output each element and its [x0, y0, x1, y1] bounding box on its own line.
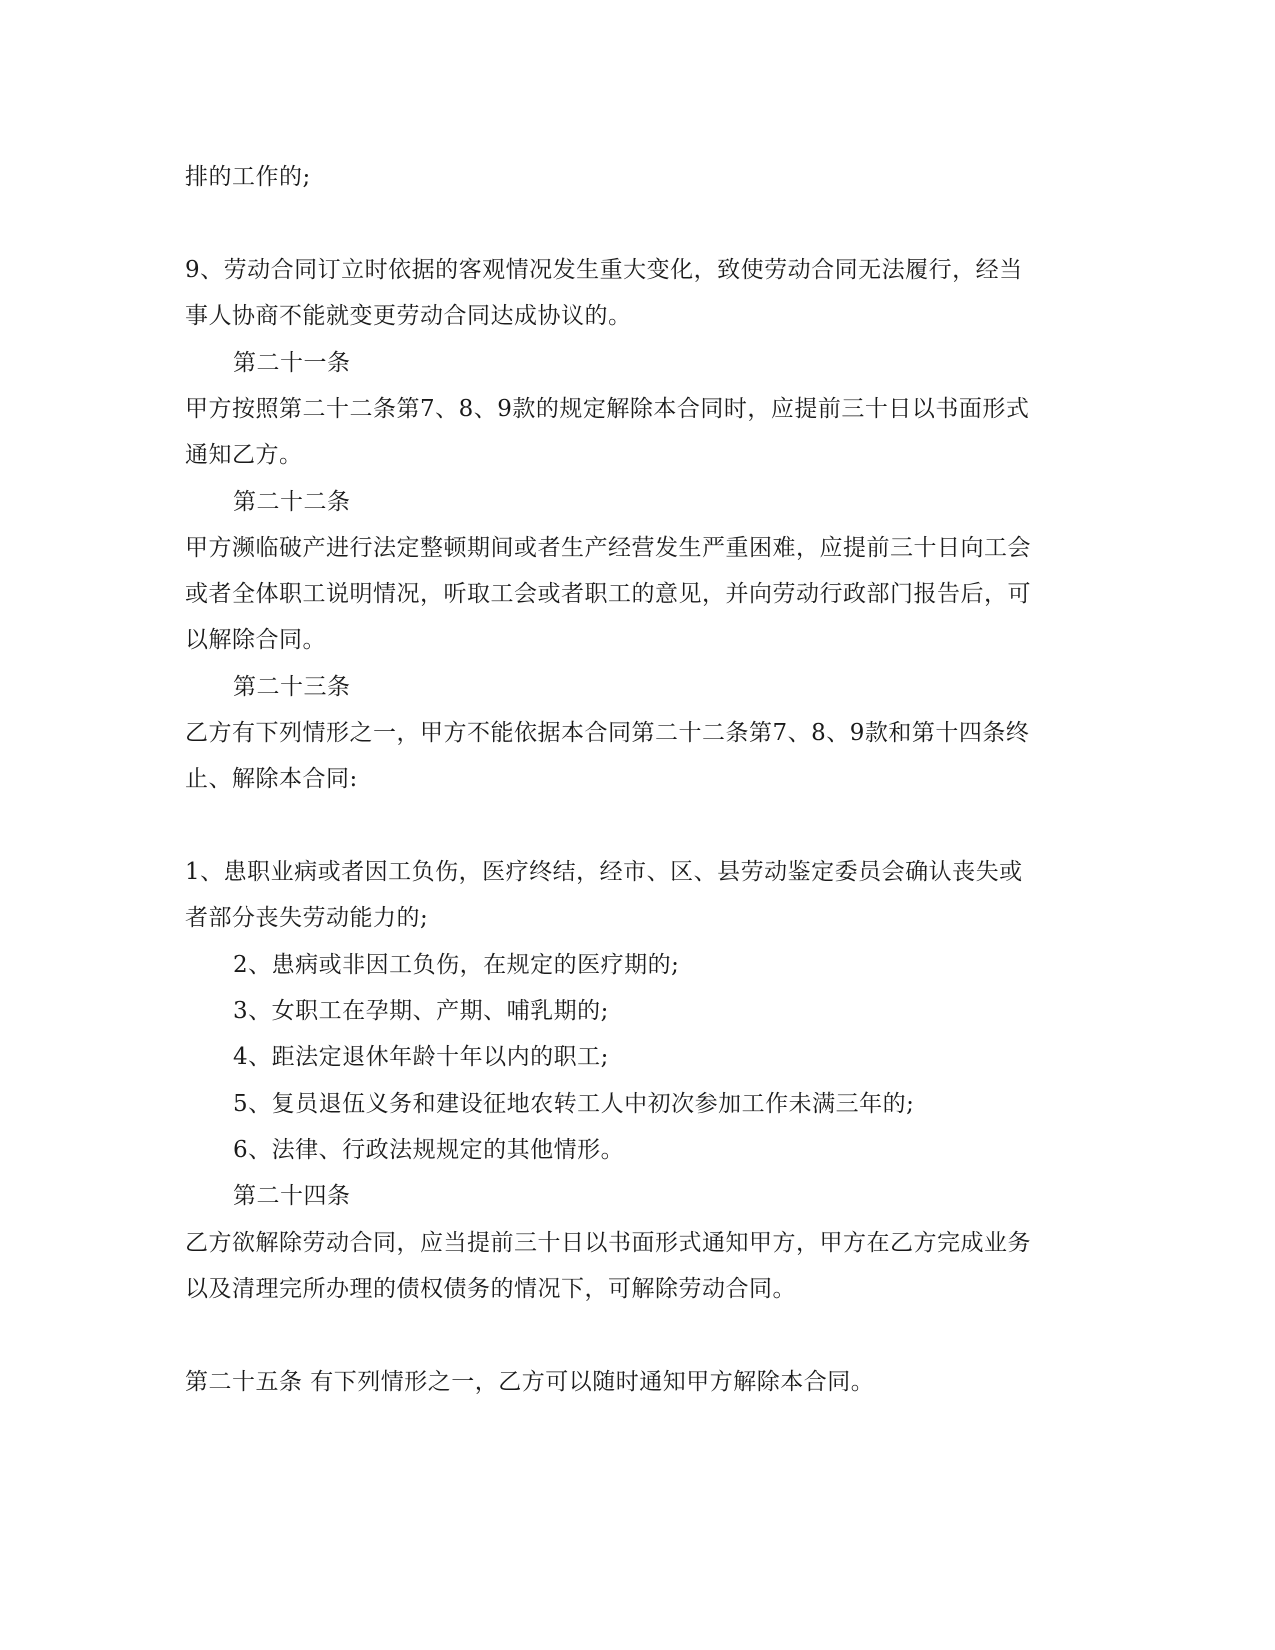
- list-item: 1、患职业病或者因工负伤，医疗终结，经市、区、县劳动鉴定委员会确认丧失或: [185, 859, 1023, 885]
- text-line: 通知乙方。: [185, 442, 303, 468]
- article-heading: 第二十二条: [233, 489, 351, 515]
- list-item: 3、女职工在孕期、产期、哺乳期的;: [233, 998, 609, 1024]
- text-line: 9、劳动合同订立时依据的客观情况发生重大变化，致使劳动合同无法履行，经当: [185, 257, 1023, 283]
- text-line: 甲方濒临破产进行法定整顿期间或者生产经营发生严重困难，应提前三十日向工会: [185, 535, 1031, 561]
- text-line: 甲方按照第二十二条第7、8、9款的规定解除本合同时，应提前三十日以书面形式: [185, 396, 1030, 422]
- article-heading: 第二十四条: [233, 1183, 351, 1209]
- text-line: 止、解除本合同:: [185, 766, 358, 792]
- list-item: 5、复员退伍义务和建设征地农转工人中初次参加工作未满三年的;: [233, 1091, 915, 1117]
- text-line: 事人协商不能就变更劳动合同达成协议的。: [185, 303, 632, 329]
- article-heading: 第二十三条: [233, 674, 351, 700]
- list-item-continuation: 者部分丧失劳动能力的;: [185, 905, 429, 931]
- text-line: 乙方有下列情形之一，甲方不能依据本合同第二十二条第7、8、9款和第十四条终: [185, 720, 1030, 746]
- list-item: 4、距法定退休年龄十年以内的职工;: [233, 1044, 609, 1070]
- text-line: 以解除合同。: [185, 627, 326, 653]
- article-heading: 第二十一条: [233, 350, 351, 376]
- article-heading: 第二十五条 有下列情形之一，乙方可以随时通知甲方解除本合同。: [185, 1369, 875, 1395]
- text-line: 乙方欲解除劳动合同，应当提前三十日以书面形式通知甲方，甲方在乙方完成业务: [185, 1230, 1031, 1256]
- text-line: 或者全体职工说明情况，听取工会或者职工的意见，并向劳动行政部门报告后，可: [185, 581, 1031, 607]
- list-item: 2、患病或非因工负伤，在规定的医疗期的;: [233, 952, 680, 978]
- text-line: 以及清理完所办理的债权债务的情况下，可解除劳动合同。: [185, 1276, 796, 1302]
- list-item: 6、法律、行政法规规定的其他情形。: [233, 1137, 625, 1163]
- text-line: 排的工作的;: [185, 164, 311, 190]
